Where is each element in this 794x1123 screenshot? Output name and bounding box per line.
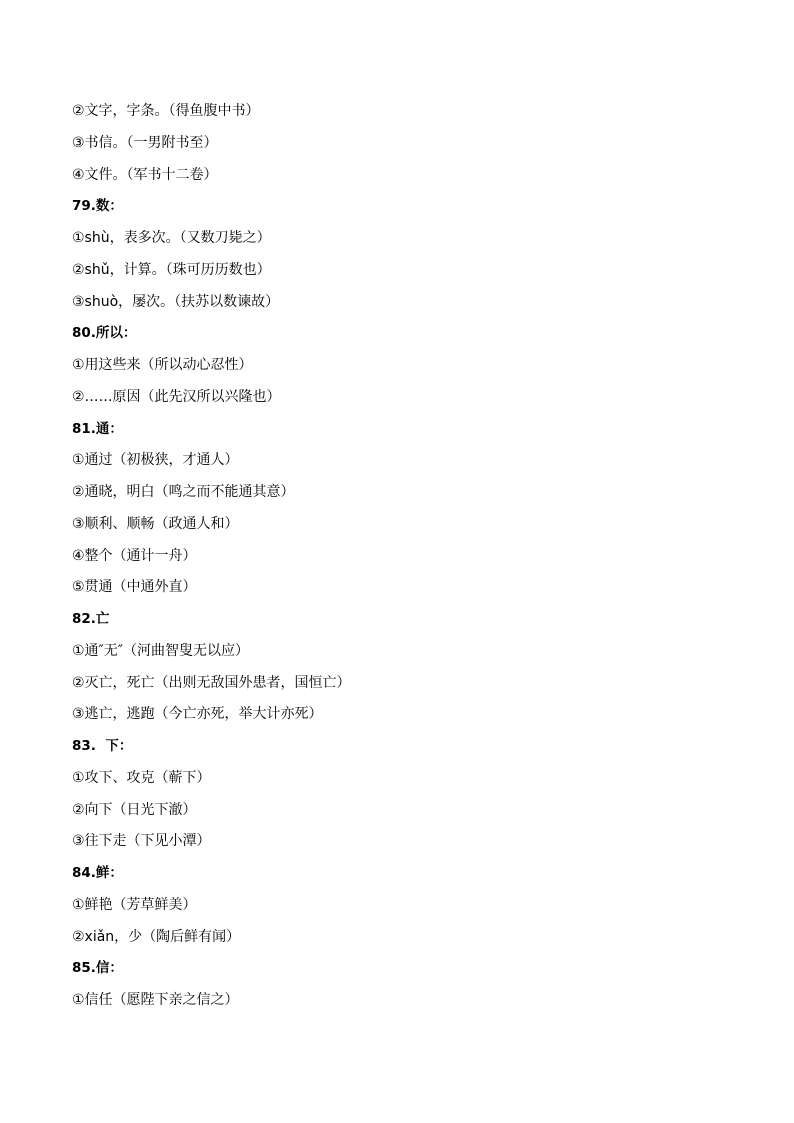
definition-line: ②文字，字条。（得鱼腹中书） [72,103,260,119]
definition-line: ③往下走（下见小潭） [72,833,211,850]
definition-line: ①鲜艳（芳草鲜美） [72,896,197,913]
definition-line: ②灭亡，死亡（出则无敌国外患者，国恒亡） [72,674,351,691]
definition-line: ③书信。（一男附书至） [72,134,218,151]
document-body [72,100,732,1021]
definition-line: ②向下（日光下澈） [72,801,197,818]
definition-line: ④整个（通计一舟） [72,547,197,564]
entry-heading: 82.亡 [72,611,110,627]
definition-line: ⑤贯通（中通外直） [72,579,197,596]
definition-line: ④文件。（军书十二卷） [72,166,218,183]
definition-line: ①信任（愿陛下亲之信之） [72,992,239,1008]
definition-line: ③shuò，屡次。（扶苏以数谏故） [72,293,280,310]
definition-line: ①通过（初极狭，才通人） [72,452,239,469]
entry-heading: 81.通： [72,420,123,437]
entry-heading: 83. 下： [72,738,133,754]
definition-line: ①通″无″（河曲智叟无以应） [72,642,250,659]
definition-line: ①攻下、攻克（蕲下） [72,769,211,786]
entry-heading: 84.鲜： [72,865,123,881]
definition-line: ②shǔ，计算。（珠可历历数也） [72,261,271,278]
definition-line: ③顺利、顺畅（政通人和） [72,515,239,532]
definition-line: ①shù，表多次。（又数刀毙之） [72,230,271,246]
definition-line: ②……原因（此先汉所以兴隆也） [72,388,281,405]
definition-line: ③逃亡，逃跑（今亡亦死，举大计亦死） [72,706,323,723]
definition-line: ②xiǎn，少（陶后鲜有闻） [72,928,241,945]
entry-heading: 85.信： [72,960,123,977]
definition-line: ②通晓，明白（鸣之而不能通其意） [72,484,295,500]
definition-line: ①用这些来（所以动心忍性） [72,357,253,373]
entry-heading: 80.所以： [72,325,137,342]
entry-heading: 79.数： [72,198,123,215]
